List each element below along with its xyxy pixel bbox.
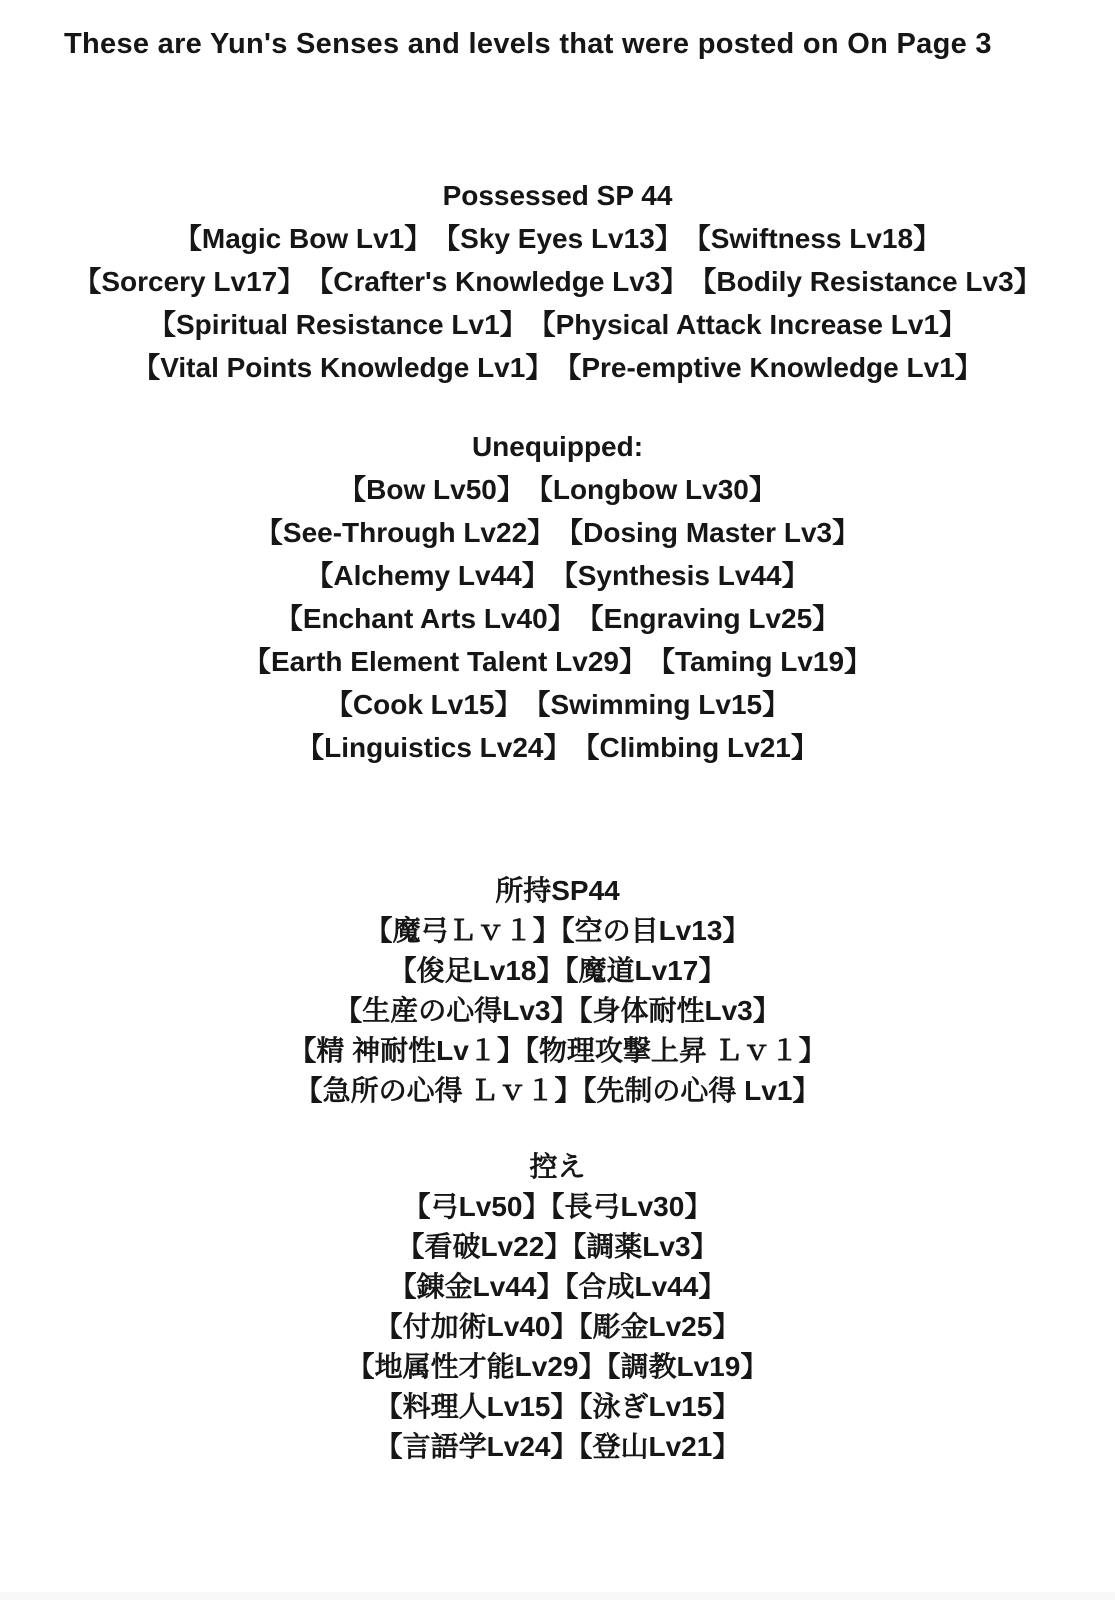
sense-line: 【言語学Lv24】【登山Lv21】 [374,1431,741,1462]
sense-line: 【Alchemy Lv44】 【Synthesis Lv44】 [305,560,810,591]
sense-line: 【急所の心得 Ｌｖ１】【先制の心得 Lv1】 [294,1075,821,1106]
bottom-edge [0,1592,1115,1600]
japanese-reserve-heading: 控え [529,1151,586,1182]
sense-line: 【精 神耐性Lv１】【物理攻撃上昇 Ｌｖ１】 [288,1035,827,1066]
sense-line: 【生産の心得Lv3】【身体耐性Lv3】 [334,995,781,1026]
english-possessed-heading: Possessed SP 44 [442,180,673,211]
english-unequipped-heading: Unequipped: [471,431,644,462]
sense-line: 【錬金Lv44】【合成Lv44】 [388,1271,727,1302]
sense-line: 【Enchant Arts Lv40】 【Engraving Lv25】 [274,603,841,634]
sense-line: 【Linguistics Lv24】 【Climbing Lv21】 [296,732,819,763]
sense-line: 【Bow Lv50】 【Longbow Lv30】 [338,474,777,505]
japanese-section [0,871,1115,1467]
sense-line: 【看破Lv22】【調薬Lv3】 [396,1231,719,1262]
sense-line: 【魔弓Ｌｖ１】【空の目Lv13】 [364,915,751,946]
sense-line: 【See-Through Lv22】 【Dosing Master Lv3】 [254,517,861,548]
english-section [0,174,1115,769]
sense-line: 【付加術Lv40】【彫金Lv25】 [374,1311,741,1342]
sense-line: 【Spiritual Resistance Lv1】 【Physical Attack Increase Lv1】 [147,309,968,340]
sense-line: 【Cook Lv15】 【Swimming Lv15】 [324,689,791,720]
sense-line: 【俊足Lv18】【魔道Lv17】 [388,955,727,986]
japanese-possessed-heading: 所持SP44 [495,875,620,906]
sense-line: 【料理人Lv15】【泳ぎLv15】 [374,1391,741,1422]
sense-line: 【弓Lv50】【長弓Lv30】 [402,1191,713,1222]
sense-line: 【Sorcery Lv17】 【Crafter's Knowledge Lv3】 【Bodily Resistance Lv3】 [73,266,1042,297]
sense-line: 【Magic Bow Lv1】 【Sky Eyes Lv13】 【Swiftness Lv18】 [173,223,942,254]
sense-line: 【地属性才能Lv29】【調教Lv19】 [346,1351,769,1382]
sense-line: 【Vital Points Knowledge Lv1】 【Pre-emptive Knowledge Lv1】 [132,352,983,383]
page-note: These are Yun's Senses and levels that were posted on On Page 3 [64,28,992,60]
sense-line: 【Earth Element Talent Lv29】 【Taming Lv19】 [242,646,873,677]
